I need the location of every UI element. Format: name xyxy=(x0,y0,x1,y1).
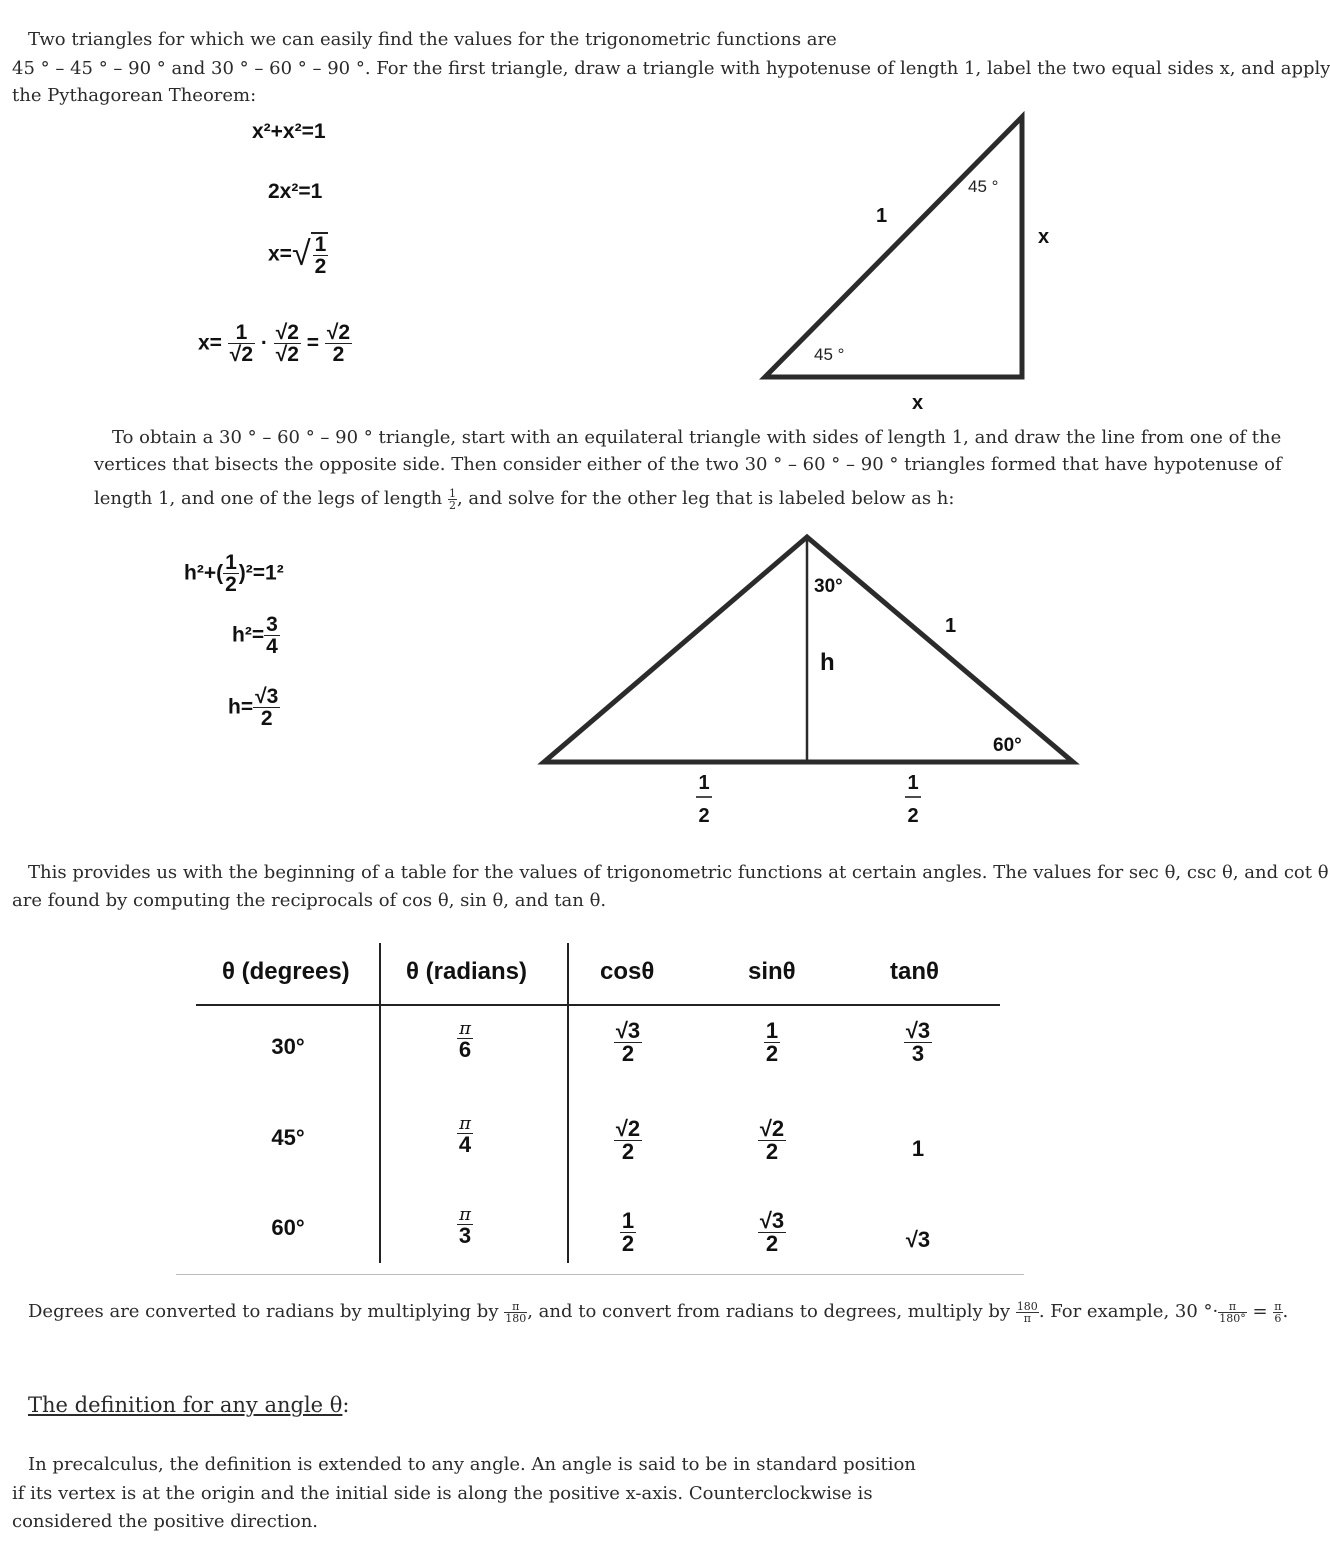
intro-line-2: 45 ° – 45 ° – 90 ° and 30 ° – 60 ° – 90 °. For the first triangle, draw a triangle with hypotenuse of length 1, label the two equal sides x, and apply xyxy=(12,58,1330,79)
180-over-pi: $\frac{180}{\pi}$ xyxy=(1016,1299,1038,1325)
row-30-tan: $\frac{√3}{3}$ xyxy=(905,1018,931,1066)
pi-over-180-deg: $\frac{\pi}{180^\circ}$ xyxy=(1219,1299,1246,1325)
table-header-rule xyxy=(196,1004,1000,1006)
angle-60-label: 60° xyxy=(993,735,1022,756)
right-side-label: x xyxy=(1038,226,1050,248)
side-1-label: 1 xyxy=(945,615,957,637)
para2-line-2: vertices that bisects the opposite side. Then consider either of the two 30 ° – 60 ° – 90 ° triangles formed that have hypotenuse of xyxy=(94,454,1282,475)
altitude-h-label: h xyxy=(820,649,835,676)
row-45-cos: $\frac{√2}{2}$ xyxy=(615,1116,641,1164)
t1-eq3-lhs: x= xyxy=(268,242,292,266)
pi-over-6: $\frac{\pi}{6}$ xyxy=(1274,1299,1282,1325)
para3-line-1: This provides us with the beginning of a table for the values of trigonometric functions at certain angles. The values for sec θ, csc θ, and cot θ xyxy=(28,862,1329,883)
t2-equation-2: h²= $\frac{3}{4}$ xyxy=(232,613,278,658)
conversion-paragraph: Degrees are converted to radians by multiplying by $\frac{\pi}{180}$ , and to convert from radians to degrees, multiply by $\frac{180}{\pi}$ . For example, 30 °· $\frac{\pi}{180^\circ}$ = $\frac{\pi}{6}$ . xyxy=(28,1299,1289,1325)
para2-half-fraction: $\frac{1}{2}$ xyxy=(448,486,456,512)
para2-line-1: To obtain a 30 ° – 60 ° – 90 ° triangle, start with an equilateral triangle with sides of length 1, and draw the line from one of the xyxy=(112,427,1282,448)
angle-30-label: 30° xyxy=(814,576,843,597)
t1-equation-4: x= $\frac{1}{√2}$ · $\frac{√2}{√2}$ = $\frac{√2}{2}$ xyxy=(198,321,351,366)
row-45-degrees: 45° xyxy=(271,1125,305,1150)
t1-equation-2: 2x²=1 xyxy=(268,180,323,203)
row-30-degrees: 30° xyxy=(271,1034,305,1059)
row-60-tan: √3 xyxy=(905,1227,931,1252)
t2-eq1-fraction: $\frac{1}{2}$ xyxy=(225,551,237,596)
table-bottom-rule xyxy=(176,1274,1024,1275)
header-radians: θ (radians) xyxy=(406,958,527,985)
half-right-num: 1 xyxy=(907,772,919,794)
half-right-den: 2 xyxy=(907,805,919,827)
row-60-cos: $\frac{1}{2}$ xyxy=(621,1208,635,1256)
definition-line-2: if its vertex is at the origin and the initial side is along the positive x-axis. Counterclockwise is xyxy=(12,1483,873,1504)
row-60-sin: $\frac{√3}{2}$ xyxy=(759,1208,785,1256)
row-30-radians: $\frac{\pi}{6}$ xyxy=(458,1018,472,1062)
header-sin: sinθ xyxy=(748,958,796,985)
t1-eq3-fraction: $\frac{1}{2}$ xyxy=(311,232,329,277)
row-60-radians: $\frac{\pi}{3}$ xyxy=(458,1204,472,1248)
row-45-tan: 1 xyxy=(911,1136,925,1161)
half-left-num: 1 xyxy=(698,772,710,794)
para3-line-2: are found by computing the reciprocals of cos θ, sin θ, and tan θ. xyxy=(12,890,607,911)
definition-line-1: In precalculus, the definition is extended to any angle. An angle is said to be in standard position xyxy=(28,1454,916,1475)
t2-equation-3: h= $\frac{√3}{2}$ xyxy=(228,685,279,730)
top-angle-label: 45 ° xyxy=(968,177,999,196)
t2-eq3-fraction: $\frac{√3}{2}$ xyxy=(255,685,279,730)
row-30-sin: $\frac{1}{2}$ xyxy=(765,1018,779,1066)
bottom-angle-label: 45 ° xyxy=(814,345,845,364)
t1-equation-1: x²+x²=1 xyxy=(252,120,326,143)
t1-eq4-fraction-3: $\frac{√2}{2}$ xyxy=(326,321,351,366)
t1-eq4-fraction-2: $\frac{√2}{√2}$ xyxy=(275,321,299,366)
t2-equation-1: h²+( $\frac{1}{2}$ )²=1² xyxy=(184,551,284,596)
row-30-cos: $\frac{√3}{2}$ xyxy=(615,1018,641,1066)
table-divider-2 xyxy=(567,943,569,1263)
half-left-den: 2 xyxy=(698,805,710,827)
intro-line-1: Two triangles for which we can easily find the values for the trigonometric functions are xyxy=(28,29,837,50)
pi-over-180: $\frac{\pi}{180}$ xyxy=(505,1299,527,1325)
t2-eq2-fraction: $\frac{3}{4}$ xyxy=(266,613,278,658)
para2-line-3: length 1, and one of the legs of length $\frac{1}{2}$ , and solve for the other leg that is labeled below as h: xyxy=(94,486,955,512)
row-60-degrees: 60° xyxy=(271,1215,305,1240)
hypotenuse-label: 1 xyxy=(876,205,888,227)
header-cos: cosθ xyxy=(600,958,655,985)
t1-eq4-fraction-1: $\frac{1}{√2}$ xyxy=(229,321,254,366)
row-45-sin: $\frac{√2}{2}$ xyxy=(759,1116,785,1164)
header-tan: tanθ xyxy=(890,958,939,985)
definition-line-3: considered the positive direction. xyxy=(12,1511,319,1532)
bottom-side-label: x xyxy=(912,392,924,414)
radical-sign: √ xyxy=(291,235,311,273)
header-degrees: θ (degrees) xyxy=(222,958,350,985)
definition-heading: The definition for any angle θ: xyxy=(28,1393,350,1417)
intro-line-3: the Pythagorean Theorem: xyxy=(12,85,257,106)
row-45-radians: $\frac{\pi}{4}$ xyxy=(458,1113,472,1157)
table-divider-1 xyxy=(379,943,381,1263)
